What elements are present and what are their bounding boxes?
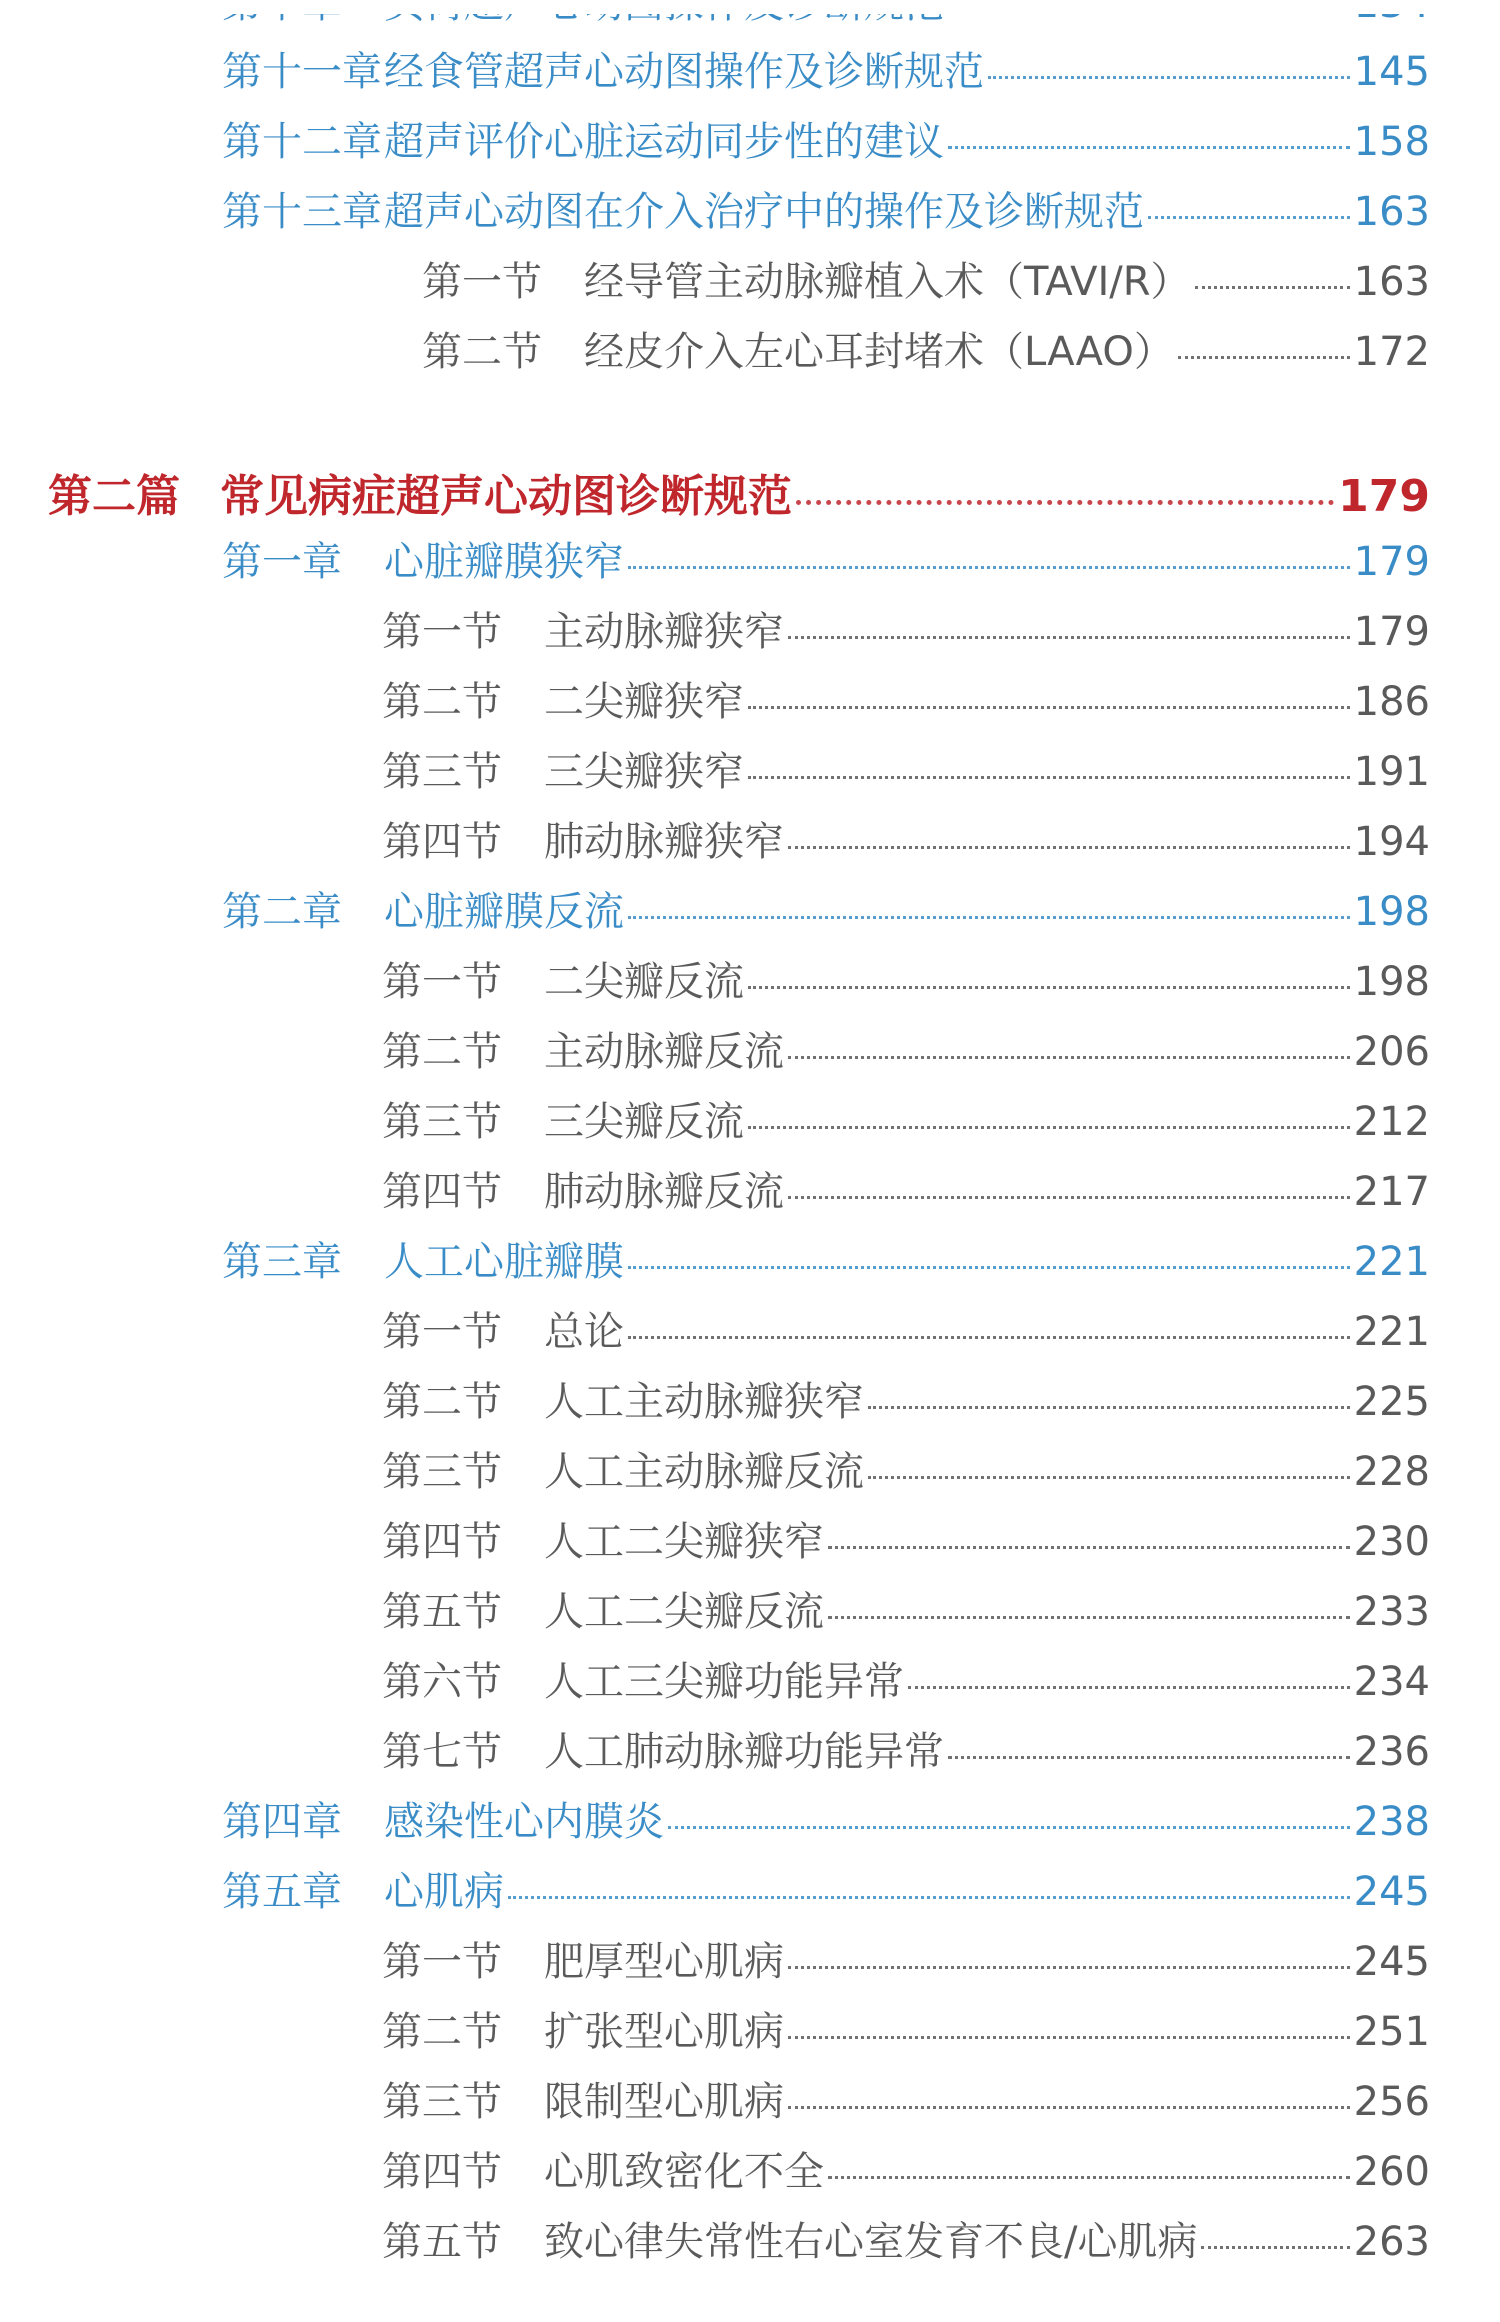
chapter-title: 心脏瓣膜狭窄 <box>384 539 624 585</box>
dot-leader <box>788 2106 1350 2109</box>
chapter-number: 第一章 <box>222 539 342 585</box>
page-number: 198 <box>1353 959 1430 1005</box>
section-number: 第一节 <box>422 259 542 305</box>
chapter-number: 第十三章 <box>222 189 382 235</box>
page-number: 158 <box>1353 119 1430 165</box>
section-entry[interactable] <box>382 1300 1430 1357</box>
section-number: 第七节 <box>382 1729 502 1775</box>
page-top-crop <box>0 0 1500 14</box>
dot-leader <box>748 706 1350 709</box>
page-number: 163 <box>1353 259 1430 305</box>
chapter-entry[interactable] <box>222 40 1430 97</box>
dot-leader <box>828 1546 1350 1549</box>
section-title: 人工主动脉瓣狭窄 <box>544 1379 864 1425</box>
section-title: 心肌致密化不全 <box>544 2149 824 2195</box>
section-entry[interactable] <box>422 320 1430 377</box>
section-entry[interactable] <box>382 600 1430 657</box>
section-entry[interactable] <box>382 1510 1430 1567</box>
dot-leader <box>628 566 1350 569</box>
chapter-entry[interactable] <box>222 880 1430 937</box>
dot-leader <box>828 2176 1350 2179</box>
section-title: 致心律失常性右心室发育不良/心肌病 <box>544 2219 1198 2265</box>
section-number: 第五节 <box>382 2219 502 2265</box>
section-number: 第二节 <box>382 1029 502 1075</box>
page-number: 263 <box>1353 2219 1430 2265</box>
section-number: 第三节 <box>382 1449 502 1495</box>
chapter-entry[interactable] <box>222 1790 1430 1847</box>
section-number: 第二节 <box>422 329 542 375</box>
chapter-entry[interactable] <box>222 1860 1430 1917</box>
chapter-title: 心脏瓣膜反流 <box>384 889 624 935</box>
section-entry[interactable] <box>382 950 1430 1007</box>
section-entry[interactable] <box>382 1020 1430 1077</box>
section-entry[interactable] <box>382 1090 1430 1147</box>
section-number: 第六节 <box>382 1659 502 1705</box>
chapter-title: 经食管超声心动图操作及诊断规范 <box>384 49 984 95</box>
section-title: 肥厚型心肌病 <box>544 1939 784 1985</box>
page-number: 230 <box>1353 1519 1430 1565</box>
section-number: 第一节 <box>382 609 502 655</box>
section-entry[interactable] <box>382 1650 1430 1707</box>
chapter-number: 第十二章 <box>222 119 382 165</box>
section-number: 第二节 <box>382 2009 502 2055</box>
section-title: 肺动脉瓣反流 <box>544 1169 784 1215</box>
section-entry[interactable] <box>382 670 1430 727</box>
section-entry[interactable] <box>422 250 1430 307</box>
page-number: 172 <box>1353 329 1430 375</box>
page-number: 194 <box>1353 819 1430 865</box>
dot-leader <box>748 986 1350 989</box>
section-entry[interactable] <box>382 2000 1430 2057</box>
section-title: 人工主动脉瓣反流 <box>544 1449 864 1495</box>
chapter-entry[interactable] <box>222 180 1430 237</box>
dot-leader <box>908 1686 1350 1689</box>
page-number: 251 <box>1353 2009 1430 2055</box>
section-entry[interactable] <box>382 1580 1430 1637</box>
section-title: 人工三尖瓣功能异常 <box>544 1659 904 1705</box>
page-number: 221 <box>1353 1309 1430 1355</box>
page-number: 234 <box>1353 1659 1430 1705</box>
chapter-title: 人工心脏瓣膜 <box>384 1239 624 1285</box>
page-number: 206 <box>1353 1029 1430 1075</box>
chapter-number: 第四章 <box>222 1799 342 1845</box>
dot-leader <box>788 1196 1350 1199</box>
dot-leader <box>788 636 1350 639</box>
dot-leader <box>1148 216 1350 219</box>
chapter-entry[interactable] <box>222 1230 1430 1287</box>
dot-leader <box>748 776 1350 779</box>
section-entry[interactable] <box>382 1370 1430 1427</box>
section-entry[interactable] <box>382 2070 1430 2127</box>
section-number: 第三节 <box>382 2079 502 2125</box>
chapter-entry[interactable] <box>222 530 1430 587</box>
page-number: 256 <box>1353 2079 1430 2125</box>
section-number: 第四节 <box>382 1169 502 1215</box>
dot-leader <box>868 1476 1350 1479</box>
page-number: 163 <box>1353 189 1430 235</box>
section-title: 人工二尖瓣反流 <box>544 1589 824 1635</box>
section-number: 第三节 <box>382 749 502 795</box>
section-entry[interactable] <box>382 2140 1430 2197</box>
section-title: 经导管主动脉瓣植入术（TAVI/R） <box>584 259 1191 305</box>
page-number: 221 <box>1353 1239 1430 1285</box>
dot-leader <box>788 1056 1350 1059</box>
section-title: 限制型心肌病 <box>544 2079 784 2125</box>
section-number: 第三节 <box>382 1099 502 1145</box>
page-number: 179 <box>1338 471 1430 522</box>
section-title: 扩张型心肌病 <box>544 2009 784 2055</box>
chapter-entry[interactable] <box>222 110 1430 167</box>
section-number: 第五节 <box>382 1589 502 1635</box>
page-number: 260 <box>1353 2149 1430 2195</box>
section-number: 第四节 <box>382 2149 502 2195</box>
dot-leader <box>828 1616 1350 1619</box>
page-bottom-crop <box>0 2310 1500 2322</box>
dot-leader <box>788 1966 1350 1969</box>
section-title: 二尖瓣狭窄 <box>544 679 744 725</box>
dot-leader <box>508 1896 1350 1899</box>
section-title: 肺动脉瓣狭窄 <box>544 819 784 865</box>
page-number: 238 <box>1353 1799 1430 1845</box>
page-number: 179 <box>1353 609 1430 655</box>
section-number: 第一节 <box>382 1939 502 1985</box>
dot-leader <box>988 76 1350 79</box>
dot-leader <box>796 500 1334 505</box>
page-number: 198 <box>1353 889 1430 935</box>
part-title: 常见病症超声心动图诊断规范 <box>220 471 792 522</box>
page-number: 236 <box>1353 1729 1430 1775</box>
section-entry[interactable] <box>382 740 1430 797</box>
dot-leader <box>628 916 1350 919</box>
section-title: 经皮介入左心耳封堵术（LAAO） <box>584 329 1174 375</box>
page-number: 228 <box>1353 1449 1430 1495</box>
part-entry[interactable] <box>48 460 1430 524</box>
section-entry[interactable] <box>382 1930 1430 1987</box>
section-title: 人工肺动脉瓣功能异常 <box>544 1729 944 1775</box>
page-number: 179 <box>1353 539 1430 585</box>
page-number: 191 <box>1353 749 1430 795</box>
part-number: 第二篇 <box>48 471 180 522</box>
page-number: 225 <box>1353 1379 1430 1425</box>
chapter-title: 超声心动图在介入治疗中的操作及诊断规范 <box>384 189 1144 235</box>
section-title: 主动脉瓣狭窄 <box>544 609 784 655</box>
section-title: 三尖瓣反流 <box>544 1099 744 1145</box>
page-number: 212 <box>1353 1099 1430 1145</box>
chapter-title: 感染性心内膜炎 <box>384 1799 664 1845</box>
section-number: 第二节 <box>382 1379 502 1425</box>
chapter-number: 第五章 <box>222 1869 342 1915</box>
section-number: 第一节 <box>382 1309 502 1355</box>
dot-leader <box>1201 2246 1349 2249</box>
dot-leader <box>868 1406 1350 1409</box>
chapter-number: 第十一章 <box>222 49 382 95</box>
chapter-title: 心肌病 <box>384 1869 504 1915</box>
dot-leader <box>788 846 1350 849</box>
page-number: 245 <box>1353 1869 1430 1915</box>
dot-leader <box>1195 286 1350 289</box>
section-entry[interactable] <box>382 2210 1430 2267</box>
dot-leader <box>748 1126 1350 1129</box>
section-number: 第四节 <box>382 819 502 865</box>
page-number: 233 <box>1353 1589 1430 1635</box>
dot-leader <box>948 146 1350 149</box>
page-number: 245 <box>1353 1939 1430 1985</box>
section-entry[interactable] <box>382 1160 1430 1217</box>
page-number: 186 <box>1353 679 1430 725</box>
section-entry[interactable] <box>382 1440 1430 1497</box>
dot-leader <box>948 1756 1350 1759</box>
section-title: 总论 <box>544 1309 624 1355</box>
section-title: 主动脉瓣反流 <box>544 1029 784 1075</box>
dot-leader <box>1178 356 1350 359</box>
dot-leader <box>668 1826 1350 1829</box>
section-number: 第一节 <box>382 959 502 1005</box>
chapter-number: 第二章 <box>222 889 342 935</box>
chapter-number: 第三章 <box>222 1239 342 1285</box>
dot-leader <box>628 1266 1350 1269</box>
chapter-title: 超声评价心脏运动同步性的建议 <box>384 119 944 165</box>
section-number: 第四节 <box>382 1519 502 1565</box>
dot-leader <box>788 2036 1350 2039</box>
section-title: 二尖瓣反流 <box>544 959 744 1005</box>
page-number: 145 <box>1353 49 1430 95</box>
section-entry[interactable] <box>382 810 1430 867</box>
section-number: 第二节 <box>382 679 502 725</box>
section-title: 三尖瓣狭窄 <box>544 749 744 795</box>
section-entry[interactable] <box>382 1720 1430 1777</box>
section-title: 人工二尖瓣狭窄 <box>544 1519 824 1565</box>
page-number: 217 <box>1353 1169 1430 1215</box>
dot-leader <box>628 1336 1350 1339</box>
